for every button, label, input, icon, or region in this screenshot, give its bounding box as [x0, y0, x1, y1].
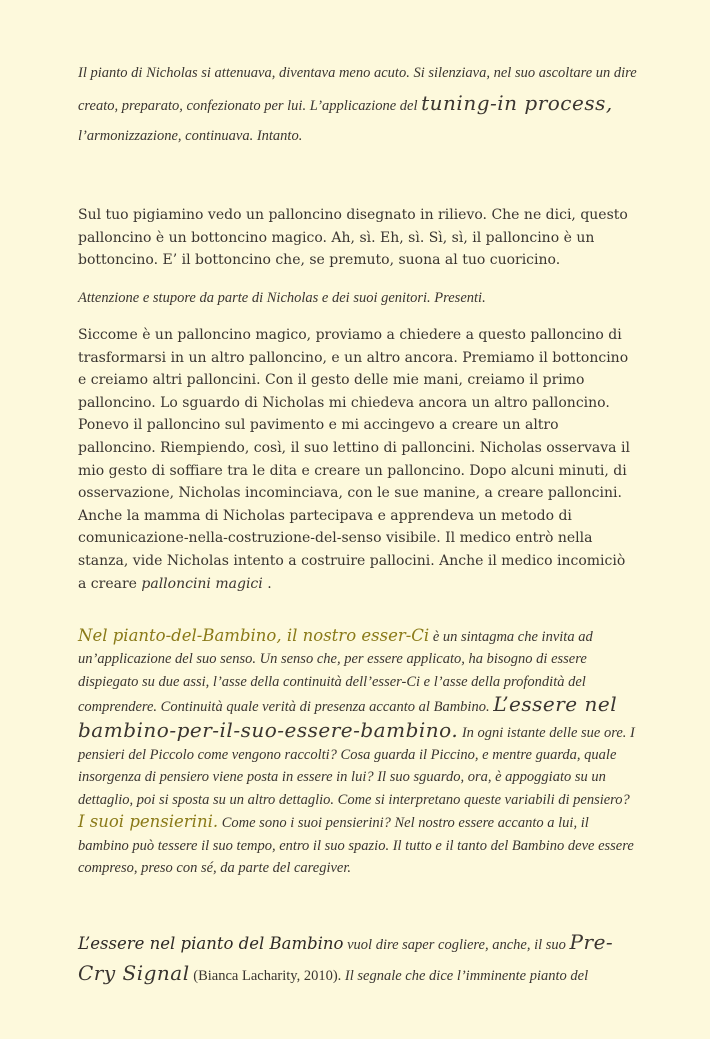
- paragraph-text: l’armonizzazione, continuava. Intanto.: [78, 128, 303, 144]
- term-pre-cry-signal: Pre-Cry Signal: [78, 930, 614, 985]
- paragraph-text: In ogni istante delle sue ore. I pensieri del Piccolo come vengono raccolti? Cosa guarda il Piccino, e mentre guarda, quale insorgenza di pensiero viene posta in essere in lui? Il suo sguardo, ora, è appoggiato su un dettaglio, poi si sposta su un altro dettaglio. Come si interpretano queste variabili di pensiero?: [78, 724, 635, 808]
- paragraph-text: Il segnale che dice l’imminente pianto del: [341, 968, 589, 984]
- paragraph-text: Come sono i suoi pensierini? Nel nostro essere accanto a lui, il bambino può tessere il suo tempo, entro il suo spazio. Il tutto e il tanto del Bambino deve essere compreso, preso con sé, da parte del caregiver.: [78, 815, 634, 877]
- paragraph-text: Siccome è un palloncino magico, proviamo a chiedere a questo palloncino di trasformarsi in un altro palloncino, e un altro ancora. Premiamo il bottoncino e creiamo altri palloncini. Con il gesto delle mie mani, creiamo il primo palloncino. Lo sguardo di Nicholas mi chiedeva ancora un altro palloncino. Ponevo il palloncino sul pavimento e mi accingevo a creare un altro palloncino. Riempiendo, così, il suo lettino di palloncini. Nicholas osservava il mio gesto di soffiare tra le dita e creare un palloncino. Dopo alcuni minuti, di osservazione, Nicholas incominciava, con le sue manine, a creare palloncini. Anche la mamma di Nicholas partecipava e apprendeva un metodo di comunicazione-nella-costruzione-del-senso visibile. Il medico entrò nella stanza, vide Nicholas intento a costruire pallocini. Anche il medico incomiciò a creare: [78, 327, 630, 592]
- term-essere-nel-bambino: L’essere nel bambino-per-il-suo-essere-bambino.: [78, 692, 618, 742]
- heading-pianto-del-bambino: Nel pianto-del-Bambino, il nostro esser-Ci: [78, 626, 430, 645]
- paragraph-nicholas-crying: [78, 58, 638, 151]
- paragraph-pigiamino: [78, 204, 638, 272]
- paragraph-text: Il pianto di Nicholas si attenuava, diventava meno acuto. Si silenziava, nel suo ascoltare un dire creato, preparato, confezionato per lui. L’applicazione del: [78, 65, 637, 114]
- paragraph-attenzione: [78, 287, 638, 309]
- paragraph-palloncino-magico: [78, 324, 638, 595]
- term-tuning-in-process: tuning-in process,: [421, 91, 613, 115]
- term-palloncini-magici: palloncini magici: [141, 575, 263, 592]
- paragraph-pianto-del-bambino: [78, 625, 638, 879]
- citation: (Bianca Lacharity, 2010).: [189, 968, 342, 984]
- paragraph-text: .: [262, 575, 272, 592]
- heading-essere-nel-pianto: L’essere nel pianto del Bambino: [78, 934, 344, 953]
- paragraph-text: è un sintagma che invita ad un’applicazione del suo senso. Un senso che, per essere applicato, ha bisogno di essere dispiegato su due assi, l’asse della continuità dell’esser-Ci e l’asse della profondità del comprendere. Continuità quale verità di presenza accanto al Bambino.: [78, 629, 593, 716]
- paragraph-text: Sul tuo pigiamino vedo un palloncino disegnato in rilievo. Che ne dici, questo palloncino è un bottoncino magico. Ah, sì. Eh, sì. Sì, sì, il palloncino è un bottoncino. E’ il bottoncino che, se premuto, suona al tuo cuoricino.: [78, 207, 628, 269]
- paragraph-pre-cry-signal: [78, 928, 638, 990]
- paragraph-text: Attenzione e stupore da parte di Nicholas e dei suoi genitori. Presenti.: [78, 290, 486, 306]
- paragraph-text: vuol dire saper cogliere, anche, il suo: [343, 937, 570, 953]
- term-suoi-pensierini: I suoi pensierini.: [78, 812, 219, 832]
